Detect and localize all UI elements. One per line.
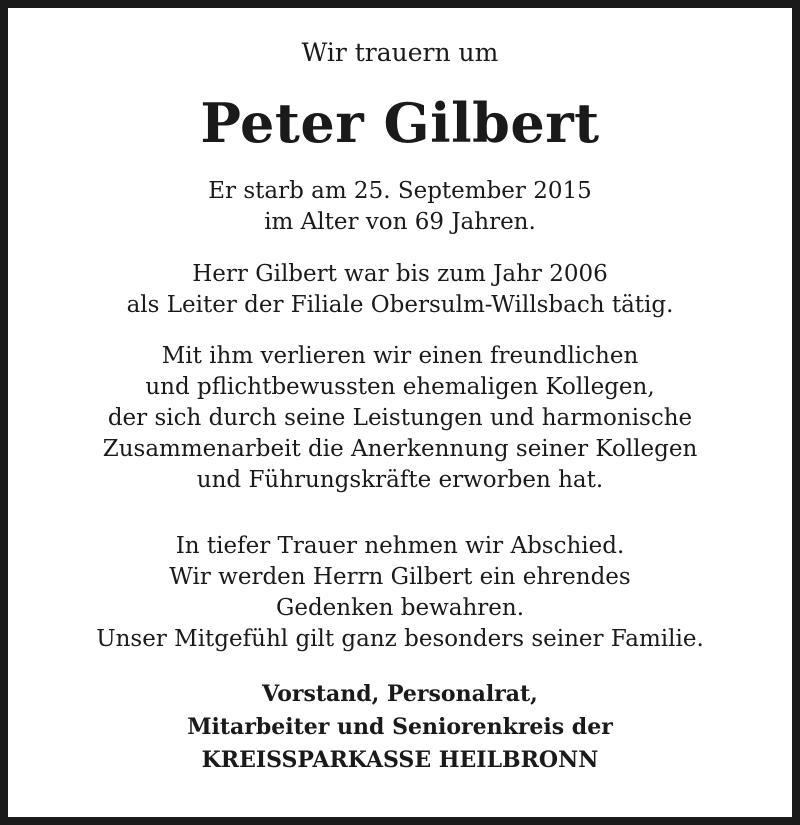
intro-line: Wir trauern um bbox=[301, 38, 499, 67]
death-info-paragraph bbox=[8, 176, 792, 238]
tribute-line: Mit ihm verlieren wir einen freundlichen bbox=[161, 343, 639, 369]
farewell-line: Wir werden Herrn Gilbert ein ehrendes bbox=[169, 564, 631, 590]
death-date-line: Er starb am 25. September 2015 bbox=[208, 178, 592, 204]
signer-line: Mitarbeiter und Seniorenkreis der bbox=[187, 714, 613, 740]
name-line: Peter Gilbert bbox=[200, 91, 600, 155]
farewell-line: Gedenken bewahren. bbox=[275, 595, 525, 621]
farewell-paragraph bbox=[8, 531, 792, 655]
tribute-line: und pflichtbewussten ehemaligen Kollegen, bbox=[145, 374, 655, 400]
tribute-line: der sich durch seine Leistungen und harmonische bbox=[107, 405, 693, 431]
deceased-name bbox=[8, 88, 792, 158]
career-line: als Leiter der Filiale Obersulm-Willsbach tätig. bbox=[126, 292, 674, 318]
farewell-line: In tiefer Trauer nehmen wir Abschied. bbox=[175, 533, 625, 559]
tribute-paragraph bbox=[8, 341, 792, 496]
career-line: Herr Gilbert war bis zum Jahr 2006 bbox=[192, 261, 608, 287]
tribute-line: und Führungskräfte erworben hat. bbox=[196, 467, 604, 493]
signers-block bbox=[8, 678, 792, 777]
tribute-line: Zusammenarbeit die Anerkennung seiner Kollegen bbox=[102, 436, 698, 462]
intro-text bbox=[8, 36, 792, 70]
signer-line: Vorstand, Personalrat, bbox=[262, 681, 538, 707]
age-line: im Alter von 69 Jahren. bbox=[264, 209, 536, 235]
signer-line: KREISSPARKASSE HEILBRONN bbox=[201, 747, 599, 773]
career-paragraph bbox=[8, 259, 792, 321]
farewell-line: Unser Mitgefühl gilt ganz besonders seiner Familie. bbox=[96, 626, 704, 652]
